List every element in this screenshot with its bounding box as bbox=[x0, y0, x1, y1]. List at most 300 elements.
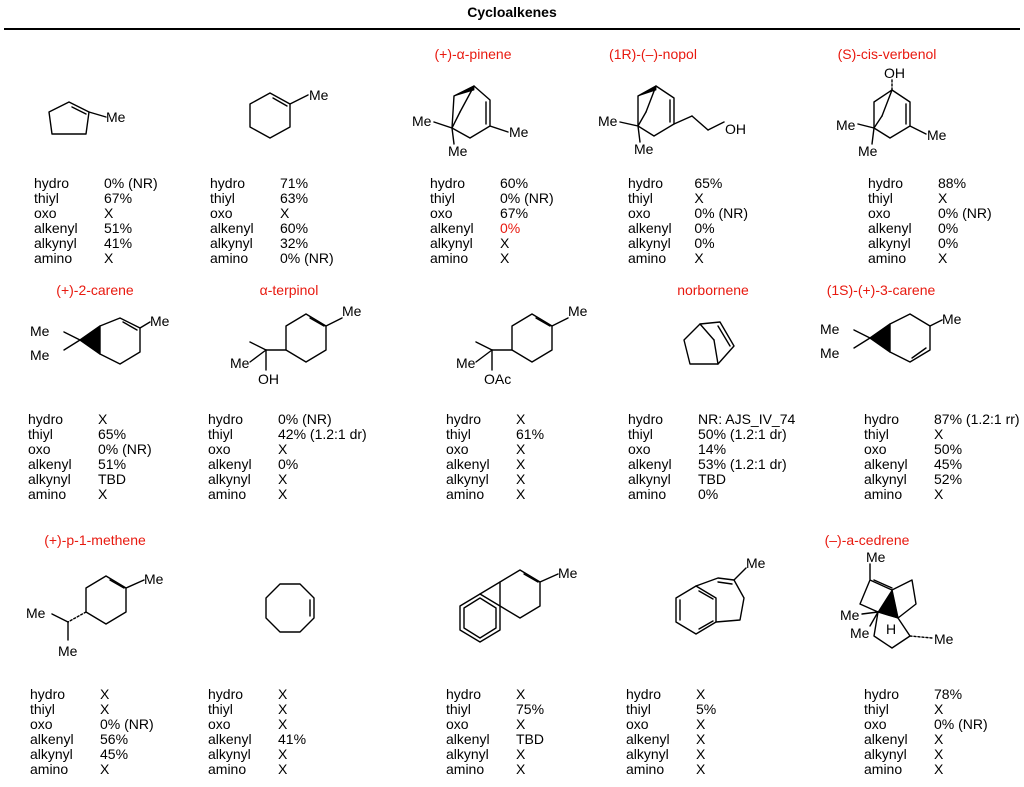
reaction-yield: X bbox=[278, 716, 288, 732]
results-table bbox=[864, 412, 1020, 502]
result-row bbox=[210, 176, 334, 191]
reaction-yield: X bbox=[934, 731, 944, 747]
reaction-yield: 51% bbox=[98, 456, 127, 472]
reaction-yield: X bbox=[516, 686, 526, 702]
reaction-type: amino bbox=[430, 250, 469, 266]
reaction-yield: 50% bbox=[934, 441, 963, 457]
result-row bbox=[628, 251, 748, 266]
results-table bbox=[628, 412, 795, 502]
reaction-yield: X bbox=[516, 746, 526, 762]
atom-label: Me bbox=[509, 124, 529, 140]
result-row bbox=[208, 732, 306, 747]
reaction-type: oxo bbox=[628, 441, 651, 457]
reaction-type: oxo bbox=[28, 441, 51, 457]
reaction-type: hydro bbox=[628, 175, 664, 191]
reaction-type: amino bbox=[210, 250, 249, 266]
reaction-yield: 0% bbox=[698, 486, 719, 502]
reaction-type: amino bbox=[628, 486, 667, 502]
reaction-type: thiyl bbox=[30, 701, 55, 717]
compound-cell bbox=[558, 46, 748, 296]
structure-benzocycloheptene bbox=[610, 554, 800, 684]
reaction-yield: X bbox=[696, 761, 706, 777]
reaction-type: thiyl bbox=[868, 190, 893, 206]
reaction-yield: X bbox=[278, 441, 288, 457]
reaction-type: hydro bbox=[34, 175, 70, 191]
result-row bbox=[446, 487, 544, 502]
reaction-yield: 0% (NR) bbox=[100, 716, 154, 732]
reaction-yield: X bbox=[934, 426, 944, 442]
reaction-type: alkynyl bbox=[446, 471, 489, 487]
reaction-type: alkynyl bbox=[864, 746, 907, 762]
reaction-yield: 0% bbox=[938, 220, 959, 236]
reaction-type: amino bbox=[868, 250, 907, 266]
reaction-yield: X bbox=[500, 235, 510, 251]
reaction-yield: NR: AJS_IV_74 bbox=[698, 411, 796, 427]
result-row bbox=[208, 487, 367, 502]
results-table bbox=[30, 687, 154, 777]
compound-cell bbox=[378, 46, 568, 296]
reaction-yield: 65% bbox=[98, 426, 127, 442]
atom-label: Me bbox=[598, 113, 618, 129]
result-row bbox=[208, 687, 306, 702]
result-row bbox=[34, 221, 158, 236]
reaction-type: amino bbox=[28, 486, 67, 502]
reaction-type: alkynyl bbox=[208, 746, 251, 762]
result-row bbox=[30, 702, 154, 717]
reaction-yield: X bbox=[516, 486, 526, 502]
atom-label: H bbox=[886, 621, 897, 637]
reaction-type: oxo bbox=[430, 205, 453, 221]
result-row bbox=[208, 412, 367, 427]
result-row bbox=[628, 457, 795, 472]
result-row bbox=[210, 191, 334, 206]
atom-label: Me bbox=[144, 571, 164, 587]
compound-name: norbornene bbox=[677, 282, 749, 298]
compound-name: (+)-2-carene bbox=[56, 282, 134, 298]
result-row bbox=[34, 206, 158, 221]
atom-label: Me bbox=[456, 355, 476, 371]
reaction-yield: 0% (NR) bbox=[278, 411, 332, 427]
compound-name: (–)-a-cedrene bbox=[824, 532, 910, 548]
results-table bbox=[628, 176, 748, 266]
reaction-type: alkenyl bbox=[446, 456, 490, 472]
reaction-type: thiyl bbox=[626, 701, 651, 717]
reaction-yield: 0% (NR) bbox=[500, 190, 554, 206]
reaction-type: alkynyl bbox=[868, 235, 911, 251]
reaction-type: alkenyl bbox=[868, 220, 912, 236]
structure-cyclooctene bbox=[196, 556, 386, 686]
reaction-yield: X bbox=[278, 471, 288, 487]
result-row bbox=[210, 251, 334, 266]
reaction-type: alkynyl bbox=[446, 746, 489, 762]
reaction-yield: X bbox=[500, 250, 510, 266]
reaction-yield: X bbox=[280, 205, 290, 221]
reaction-type: alkenyl bbox=[628, 220, 672, 236]
result-row bbox=[626, 747, 716, 762]
result-row bbox=[628, 191, 748, 206]
result-row bbox=[208, 717, 306, 732]
atom-label: Me bbox=[568, 303, 588, 319]
reaction-yield: 5% bbox=[696, 701, 717, 717]
reaction-type: alkynyl bbox=[628, 235, 671, 251]
atom-label: Me bbox=[230, 355, 250, 371]
reaction-type: hydro bbox=[626, 686, 662, 702]
reaction-type: oxo bbox=[446, 716, 469, 732]
atom-label: Me bbox=[840, 607, 860, 623]
compound-cell bbox=[20, 46, 210, 296]
reaction-type: thiyl bbox=[446, 426, 471, 442]
result-row bbox=[446, 412, 544, 427]
reaction-type: thiyl bbox=[28, 426, 53, 442]
compound-cell bbox=[430, 282, 620, 532]
atom-label: Me bbox=[836, 117, 856, 133]
result-row bbox=[864, 457, 1020, 472]
result-row bbox=[446, 442, 544, 457]
result-row bbox=[208, 762, 306, 777]
result-row bbox=[446, 717, 544, 732]
result-row bbox=[210, 206, 334, 221]
result-row bbox=[864, 702, 988, 717]
reaction-type: alkynyl bbox=[864, 471, 907, 487]
atom-label: Me bbox=[850, 625, 870, 641]
atom-label: OH bbox=[884, 65, 905, 81]
atom-label: Me bbox=[309, 87, 329, 103]
reaction-type: alkynyl bbox=[626, 746, 669, 762]
compound-cell bbox=[194, 282, 384, 532]
result-row bbox=[628, 236, 748, 251]
result-row bbox=[430, 176, 554, 191]
reaction-type: thiyl bbox=[210, 190, 235, 206]
atom-label: Me bbox=[927, 127, 947, 143]
reaction-yield: 67% bbox=[500, 205, 529, 221]
reaction-yield: X bbox=[696, 716, 706, 732]
result-row bbox=[868, 236, 992, 251]
compound-cell bbox=[618, 282, 808, 532]
reaction-type: amino bbox=[208, 486, 247, 502]
result-row bbox=[28, 427, 152, 442]
reaction-type: hydro bbox=[30, 686, 66, 702]
reaction-type: alkenyl bbox=[864, 456, 908, 472]
reaction-type: thiyl bbox=[208, 426, 233, 442]
reaction-yield: 0% bbox=[938, 235, 959, 251]
atom-label: Me bbox=[820, 345, 840, 361]
results-table bbox=[864, 687, 988, 777]
compound-name: (S)-cis-verbenol bbox=[837, 46, 937, 62]
reaction-yield: X bbox=[278, 761, 288, 777]
reaction-type: hydro bbox=[208, 411, 244, 427]
reaction-yield: X bbox=[278, 486, 288, 502]
atom-label: Me bbox=[820, 321, 840, 337]
reaction-type: oxo bbox=[210, 205, 233, 221]
reaction-yield: TBD bbox=[698, 471, 726, 487]
result-row bbox=[868, 206, 992, 221]
result-row bbox=[446, 732, 544, 747]
reaction-type: alkynyl bbox=[34, 235, 77, 251]
compound-cell bbox=[824, 532, 1022, 782]
reaction-yield: X bbox=[516, 456, 526, 472]
reaction-yield: X bbox=[934, 701, 944, 717]
result-row bbox=[30, 687, 154, 702]
reaction-yield: 0% (NR) bbox=[280, 250, 334, 266]
result-row bbox=[628, 472, 795, 487]
result-row bbox=[30, 747, 154, 762]
reaction-type: alkynyl bbox=[28, 471, 71, 487]
reaction-yield: 56% bbox=[100, 731, 129, 747]
result-row bbox=[430, 251, 554, 266]
result-row bbox=[864, 732, 988, 747]
reaction-yield: X bbox=[934, 761, 944, 777]
result-row bbox=[446, 427, 544, 442]
reaction-type: alkenyl bbox=[626, 731, 670, 747]
atom-label: Me bbox=[448, 143, 468, 159]
results-table bbox=[210, 176, 334, 266]
result-row bbox=[864, 762, 988, 777]
result-row bbox=[208, 472, 367, 487]
result-row bbox=[628, 412, 795, 427]
reaction-type: amino bbox=[626, 761, 665, 777]
reaction-type: oxo bbox=[30, 716, 53, 732]
reaction-yield: 53% (1.2:1 dr) bbox=[698, 456, 787, 472]
reaction-type: amino bbox=[628, 250, 667, 266]
result-row bbox=[628, 221, 748, 236]
result-row bbox=[34, 176, 158, 191]
reaction-type: thiyl bbox=[208, 701, 233, 717]
result-row bbox=[430, 191, 554, 206]
result-row bbox=[628, 487, 795, 502]
reaction-type: alkenyl bbox=[208, 731, 252, 747]
result-row bbox=[864, 717, 988, 732]
result-row bbox=[864, 747, 988, 762]
reaction-type: amino bbox=[34, 250, 73, 266]
reaction-yield: 75% bbox=[516, 701, 545, 717]
atom-label: Me bbox=[30, 323, 50, 339]
reaction-yield: X bbox=[104, 250, 114, 266]
result-row bbox=[28, 412, 152, 427]
atom-label: Me bbox=[412, 113, 432, 129]
result-row bbox=[868, 176, 992, 191]
result-row bbox=[208, 457, 367, 472]
page-title: Cycloalkenes bbox=[467, 4, 557, 20]
reaction-yield: X bbox=[278, 746, 288, 762]
result-row bbox=[864, 412, 1020, 427]
compound-cell bbox=[0, 532, 190, 782]
reaction-yield: X bbox=[694, 250, 704, 266]
result-row bbox=[864, 487, 1020, 502]
compound-cell bbox=[0, 282, 190, 532]
reaction-type: alkenyl bbox=[30, 731, 74, 747]
results-table bbox=[208, 687, 306, 777]
reaction-yield: 71% bbox=[280, 175, 309, 191]
reaction-yield: 60% bbox=[280, 220, 309, 236]
atom-label: Me bbox=[858, 143, 878, 159]
reaction-yield: X bbox=[934, 746, 944, 762]
reaction-yield: X bbox=[516, 441, 526, 457]
reaction-type: alkenyl bbox=[430, 220, 474, 236]
reaction-type: alkynyl bbox=[210, 235, 253, 251]
result-row bbox=[446, 762, 544, 777]
compound-name: (+)-p-1-methene bbox=[44, 532, 146, 548]
result-row bbox=[430, 206, 554, 221]
result-row bbox=[30, 717, 154, 732]
reaction-type: thiyl bbox=[864, 701, 889, 717]
reaction-yield: TBD bbox=[516, 731, 544, 747]
result-row bbox=[28, 487, 152, 502]
reaction-yield: X bbox=[696, 686, 706, 702]
compound-cell bbox=[820, 282, 1022, 532]
reaction-yield: X bbox=[100, 701, 110, 717]
reaction-type: oxo bbox=[626, 716, 649, 732]
compound-cell bbox=[416, 532, 606, 782]
result-row bbox=[626, 762, 716, 777]
compound-cell bbox=[832, 46, 1022, 296]
result-row bbox=[210, 221, 334, 236]
result-row bbox=[30, 762, 154, 777]
reaction-type: hydro bbox=[430, 175, 466, 191]
reaction-yield: 61% bbox=[516, 426, 545, 442]
reaction-yield: 45% bbox=[934, 456, 963, 472]
reaction-type: alkenyl bbox=[28, 456, 72, 472]
reaction-yield: 45% bbox=[100, 746, 129, 762]
reaction-type: alkynyl bbox=[628, 471, 671, 487]
reaction-yield: 65% bbox=[694, 175, 723, 191]
reaction-type: hydro bbox=[628, 411, 664, 427]
reaction-type: alkynyl bbox=[30, 746, 73, 762]
result-row bbox=[868, 191, 992, 206]
results-table bbox=[868, 176, 992, 266]
reaction-type: amino bbox=[30, 761, 69, 777]
results-table bbox=[28, 412, 152, 502]
reaction-yield: X bbox=[516, 761, 526, 777]
reaction-yield: 0% bbox=[694, 220, 715, 236]
reaction-yield: 67% bbox=[104, 190, 133, 206]
reaction-type: oxo bbox=[446, 441, 469, 457]
reaction-yield: X bbox=[98, 486, 108, 502]
reaction-type: oxo bbox=[864, 716, 887, 732]
atom-label: OH bbox=[725, 121, 746, 137]
reaction-yield: 42% (1.2:1 dr) bbox=[278, 426, 367, 442]
reaction-yield: 88% bbox=[938, 175, 967, 191]
structure-alpha-terpineol bbox=[194, 298, 384, 428]
atom-label: OH bbox=[258, 371, 279, 387]
result-row bbox=[30, 732, 154, 747]
results-table bbox=[626, 687, 716, 777]
reaction-yield: 78% bbox=[934, 686, 963, 702]
reaction-yield: X bbox=[278, 686, 288, 702]
result-row bbox=[628, 176, 748, 191]
reaction-yield: X bbox=[278, 701, 288, 717]
results-table bbox=[430, 176, 554, 266]
atom-label: Me bbox=[934, 631, 954, 647]
reaction-type: alkynyl bbox=[208, 471, 251, 487]
compound-cell bbox=[196, 532, 386, 782]
reaction-yield: 50% (1.2:1 dr) bbox=[698, 426, 787, 442]
reaction-yield: 0% bbox=[694, 235, 715, 251]
reaction-yield: 0% bbox=[500, 220, 521, 236]
reaction-yield: X bbox=[696, 746, 706, 762]
compound-cell bbox=[196, 46, 386, 296]
result-row bbox=[208, 747, 306, 762]
result-row bbox=[628, 442, 795, 457]
atom-label: Me bbox=[558, 565, 578, 581]
atom-label: Me bbox=[342, 303, 362, 319]
reaction-yield: X bbox=[694, 190, 704, 206]
reaction-type: alkenyl bbox=[628, 456, 672, 472]
reaction-yield: X bbox=[516, 716, 526, 732]
title-divider bbox=[4, 28, 1020, 30]
reaction-type: hydro bbox=[208, 686, 244, 702]
result-row bbox=[626, 687, 716, 702]
reaction-yield: 14% bbox=[698, 441, 727, 457]
reaction-yield: X bbox=[934, 486, 944, 502]
compound-cell bbox=[610, 532, 800, 782]
result-row bbox=[864, 427, 1020, 442]
reaction-yield: 0% (NR) bbox=[694, 205, 748, 221]
reaction-yield: TBD bbox=[98, 471, 126, 487]
structure-p-1-menthene bbox=[0, 560, 190, 690]
compound-name: (+)-α-pinene bbox=[434, 46, 512, 62]
results-table bbox=[34, 176, 158, 266]
reaction-type: amino bbox=[208, 761, 247, 777]
atom-label: Me bbox=[58, 643, 78, 659]
reaction-type: amino bbox=[446, 486, 485, 502]
compound-name: (1R)-(–)-nopol bbox=[609, 46, 697, 62]
result-row bbox=[34, 191, 158, 206]
reaction-yield: 0% bbox=[278, 456, 299, 472]
result-row bbox=[28, 472, 152, 487]
reaction-type: amino bbox=[446, 761, 485, 777]
results-table bbox=[446, 687, 544, 777]
reaction-type: alkynyl bbox=[430, 235, 473, 251]
reaction-yield: X bbox=[100, 686, 110, 702]
atom-label: Me bbox=[150, 313, 170, 329]
result-row bbox=[626, 717, 716, 732]
reaction-yield: 87% (1.2:1 rr) bbox=[934, 411, 1020, 427]
reaction-yield: 51% bbox=[104, 220, 133, 236]
result-row bbox=[868, 251, 992, 266]
result-row bbox=[864, 687, 988, 702]
result-row bbox=[210, 236, 334, 251]
reaction-type: hydro bbox=[28, 411, 64, 427]
reaction-yield: 32% bbox=[280, 235, 309, 251]
results-table bbox=[208, 412, 367, 502]
reaction-yield: X bbox=[516, 411, 526, 427]
result-row bbox=[446, 747, 544, 762]
reaction-type: thiyl bbox=[34, 190, 59, 206]
result-row bbox=[208, 442, 367, 457]
result-row bbox=[208, 427, 367, 442]
result-row bbox=[864, 442, 1020, 457]
atom-label: Me bbox=[942, 311, 962, 327]
atom-label: Me bbox=[746, 555, 766, 571]
reaction-type: alkenyl bbox=[210, 220, 254, 236]
reaction-yield: 52% bbox=[934, 471, 963, 487]
reaction-type: thiyl bbox=[864, 426, 889, 442]
reaction-type: thiyl bbox=[628, 190, 653, 206]
compound-name: α-terpinol bbox=[259, 282, 319, 298]
reaction-type: hydro bbox=[446, 411, 482, 427]
reaction-yield: 0% (NR) bbox=[98, 441, 152, 457]
reaction-type: hydro bbox=[864, 686, 900, 702]
reaction-type: hydro bbox=[210, 175, 246, 191]
result-row bbox=[626, 732, 716, 747]
atom-label: Me bbox=[634, 141, 654, 157]
result-row bbox=[628, 206, 748, 221]
compound-name: (1S)-(+)-3-carene bbox=[826, 282, 936, 298]
reaction-yield: X bbox=[696, 731, 706, 747]
reaction-type: alkenyl bbox=[208, 456, 252, 472]
result-row bbox=[28, 457, 152, 472]
reaction-type: thiyl bbox=[628, 426, 653, 442]
